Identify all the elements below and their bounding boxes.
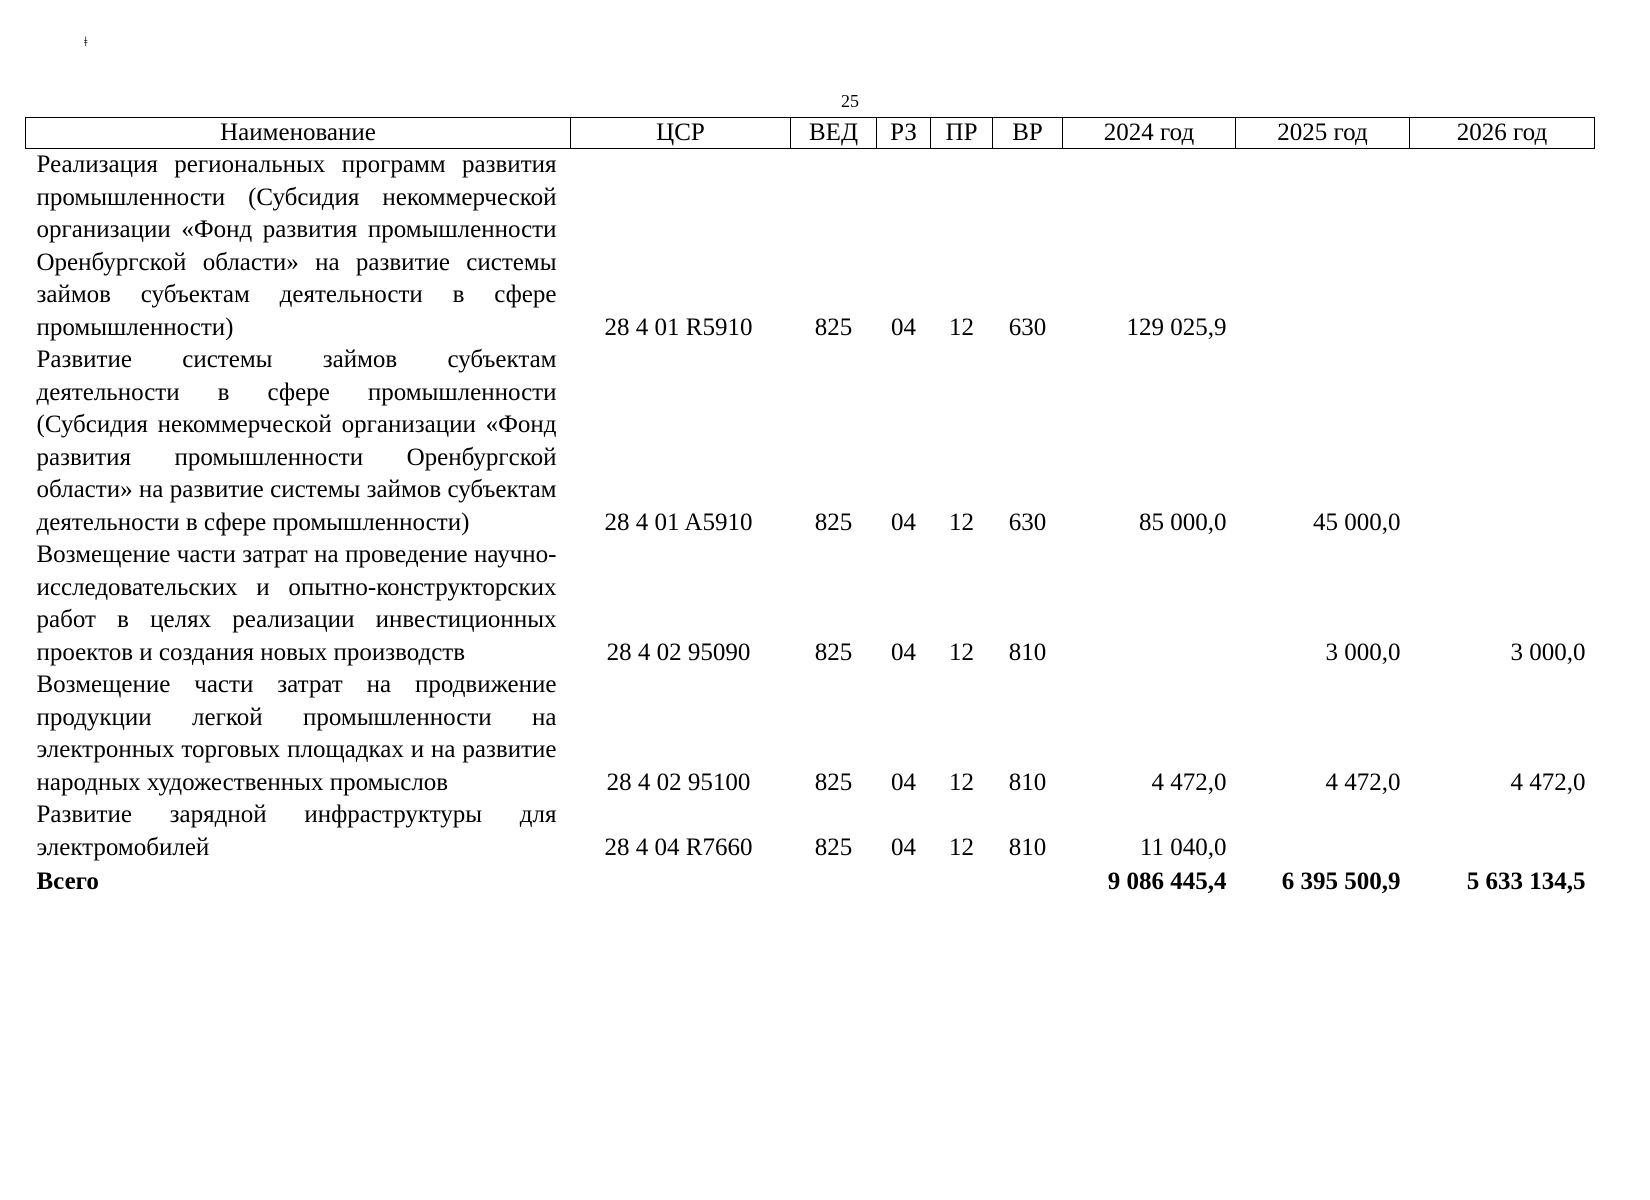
row-name: Возмещение части затрат на продвижение продукции легкой промышленности на электронных торговых площадках и на развитие народных художественных промыслов — [36, 671, 557, 796]
total-vr — [993, 864, 1063, 899]
header-vr: ВР — [993, 118, 1063, 149]
header-ved: ВЕД — [791, 118, 877, 149]
total-pr — [931, 864, 993, 899]
row-name: Возмещение части затрат на проведение научно-исследовательских и опытно-конструкторских работ в целях реализации инвестиционных проектов и создания новых производств — [36, 541, 557, 666]
row-ved: 825 — [814, 508, 853, 536]
row-2025: 45 000,0 — [1313, 508, 1401, 536]
total-2025: 6 395 500,9 — [1281, 868, 1401, 895]
table-row — [26, 799, 1595, 864]
row-csr: 28 4 04 R7660 — [604, 833, 753, 861]
row-2024: 4 472,0 — [1151, 768, 1227, 796]
budget-table — [25, 117, 1595, 899]
row-2025: 3 000,0 — [1325, 638, 1401, 666]
row-csr: 28 4 02 95090 — [606, 638, 751, 666]
row-vr: 810 — [1008, 833, 1047, 861]
row-vr: 810 — [1008, 768, 1047, 796]
row-2026 — [1410, 149, 1595, 345]
total-ved — [791, 864, 877, 899]
total-2026: 5 633 134,5 — [1466, 868, 1586, 895]
row-ved: 825 — [814, 768, 853, 796]
row-2025 — [1236, 799, 1410, 864]
page-number: 25 — [841, 91, 859, 111]
row-pr: 12 — [949, 638, 974, 666]
header-2025: 2025 год — [1236, 118, 1410, 149]
row-ved: 825 — [814, 638, 853, 666]
row-pr: 12 — [949, 313, 974, 341]
row-csr: 28 4 01 R5910 — [604, 313, 753, 341]
row-2024: 11 040,0 — [1139, 833, 1227, 861]
row-vr: 810 — [1008, 638, 1047, 666]
row-name: Развитие системы займов субъектам деятельности в сфере промышленности (Субсидия некоммерческой организации «Фонд развития промышленности Оренбургской области» на развитие системы займов субъектам деятельности в сфере промышленности) — [36, 346, 557, 536]
header-pr: ПР — [931, 118, 993, 149]
row-ved: 825 — [814, 833, 853, 861]
row-name: Реализация региональных программ развития промышленности (Субсидия некоммерческой организации «Фонд развития промышленности Оренбургской области» на развитие системы займов субъектам деятельности в сфере промышленности) — [36, 151, 557, 341]
total-rz — [877, 864, 931, 899]
total-row — [26, 864, 1595, 899]
table-row — [26, 344, 1595, 539]
row-vr: 630 — [1008, 313, 1047, 341]
header-rz: РЗ — [877, 118, 931, 149]
header-2026: 2026 год — [1410, 118, 1595, 149]
table-row — [26, 539, 1595, 669]
header-2024: 2024 год — [1063, 118, 1236, 149]
row-vr: 630 — [1008, 508, 1047, 536]
row-ved: 825 — [814, 313, 853, 341]
row-2026: 4 472,0 — [1510, 768, 1586, 796]
total-label: Всего — [36, 868, 99, 895]
header-csr: ЦСР — [571, 118, 791, 149]
row-csr: 28 4 01 A5910 — [604, 508, 753, 536]
row-2024: 85 000,0 — [1139, 508, 1227, 536]
header-name: Наименование — [26, 118, 571, 149]
row-pr: 12 — [949, 833, 974, 861]
page-mark: ǂ — [84, 35, 88, 50]
row-rz: 04 — [891, 313, 916, 341]
row-name: Развитие зарядной инфраструктуры для электромобилей — [36, 801, 557, 861]
row-2026 — [1410, 799, 1595, 864]
table-header-row — [26, 118, 1595, 149]
row-rz: 04 — [891, 508, 916, 536]
row-csr: 28 4 02 95100 — [606, 768, 751, 796]
row-rz: 04 — [891, 768, 916, 796]
row-2026: 3 000,0 — [1510, 638, 1586, 666]
row-2025 — [1236, 149, 1410, 345]
row-2026 — [1410, 344, 1595, 539]
row-pr: 12 — [949, 768, 974, 796]
row-rz: 04 — [891, 638, 916, 666]
table-row — [26, 149, 1595, 345]
table-row — [26, 669, 1595, 799]
row-2024: 129 025,9 — [1126, 313, 1227, 341]
row-2024 — [1063, 539, 1236, 669]
total-csr — [571, 864, 791, 899]
row-2025: 4 472,0 — [1325, 768, 1401, 796]
row-pr: 12 — [949, 508, 974, 536]
row-rz: 04 — [891, 833, 916, 861]
total-2024: 9 086 445,4 — [1107, 868, 1227, 895]
